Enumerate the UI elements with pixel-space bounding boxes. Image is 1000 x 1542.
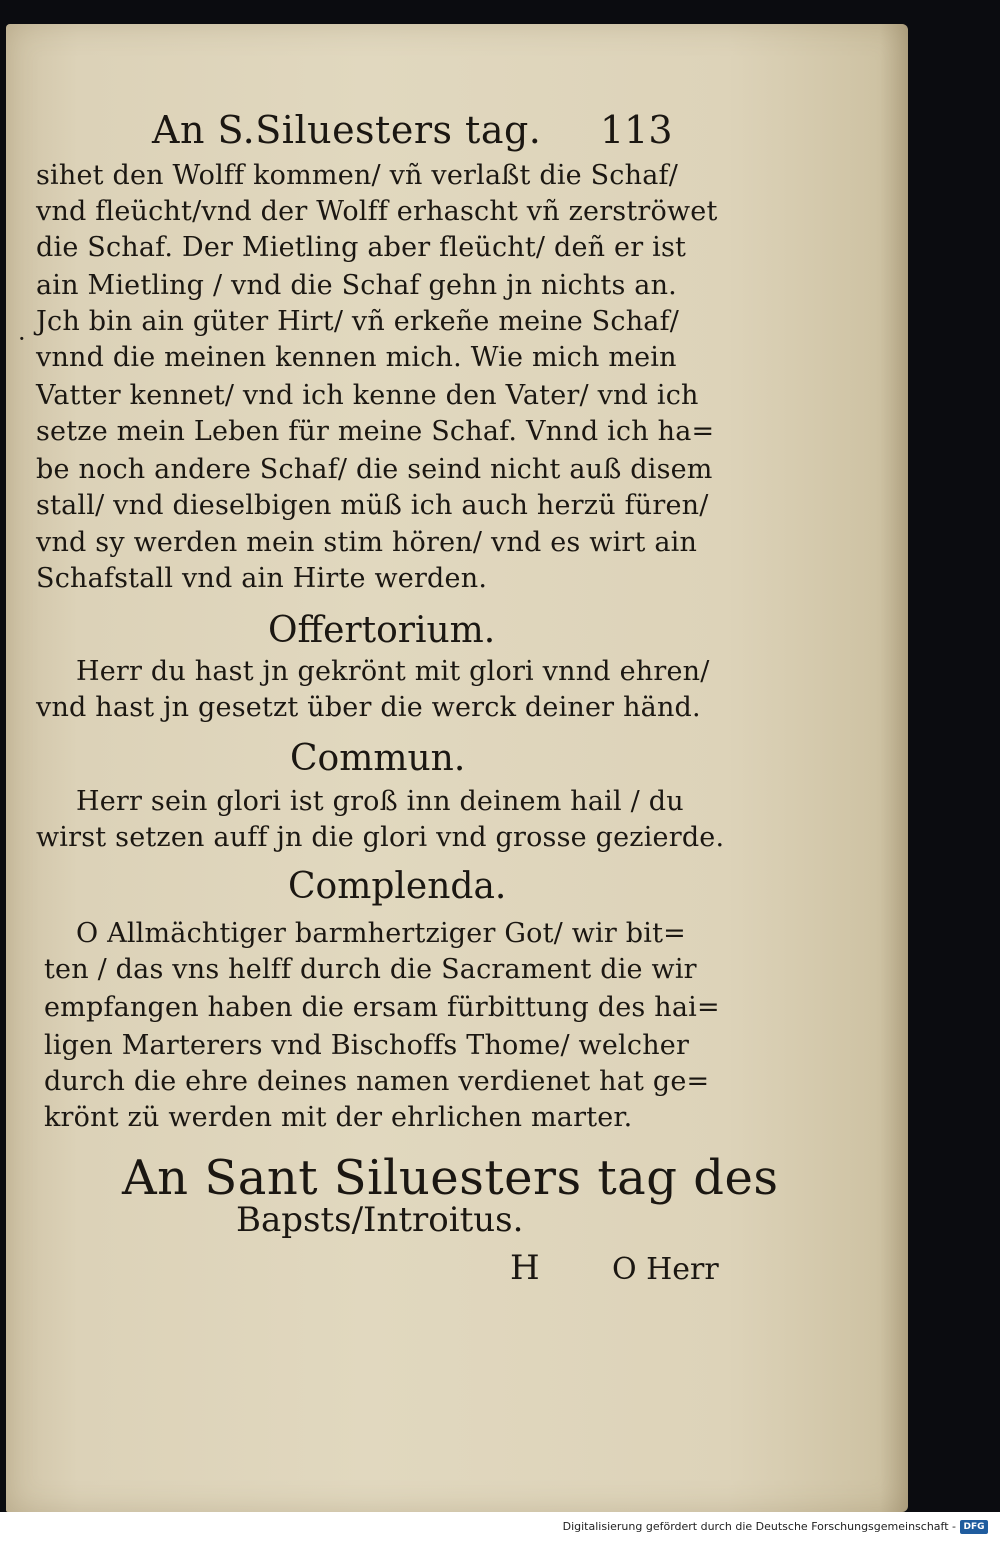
offertorium-line: vnd hast jn gesetzt über die werck deiner händ. <box>36 692 701 723</box>
complenda-line: empfangen haben die ersam fürbittung des hai= <box>44 992 720 1023</box>
complenda-line: durch die ehre deines namen verdienet hat ge= <box>44 1066 710 1097</box>
body-line: Vatter kennet/ vnd ich kenne den Vater/ vnd ich <box>36 380 699 411</box>
dfg-logo[interactable]: DFG <box>960 1520 988 1534</box>
complenda-line: ligen Marterers vnd Bischoffs Thome/ welcher <box>44 1030 690 1061</box>
body-line: vnd fleücht/vnd der Wolff erhascht vñ zerströwet <box>36 196 718 227</box>
complenda-line: ten / das vns helff durch die Sacrament die wir <box>44 954 697 985</box>
heading-commun: Commun. <box>290 738 466 779</box>
body-line: vnd sy werden mein stim hören/ vnd es wirt ain <box>36 527 698 558</box>
body-line: be noch andere Schaf/ die seind nicht auß disem <box>36 454 713 485</box>
body-line: Schafstall vnd ain Hirte werden. <box>36 563 488 594</box>
running-head: An S.Siluesters tag. <box>152 108 542 152</box>
footer-bar <box>0 1512 1000 1542</box>
signature-mark: H <box>510 1248 540 1288</box>
body-line: sihet den Wolff kommen/ vñ verlaßt die Schaf/ <box>36 160 679 191</box>
section-title: An Sant Siluesters tag des <box>122 1150 779 1206</box>
body-line: die Schaf. Der Mietling aber fleücht/ deñ er ist <box>36 232 687 263</box>
catchword: O Herr <box>612 1252 719 1287</box>
heading-complenda: Complenda. <box>288 866 507 907</box>
body-line: vnnd die meinen kennen mich. Wie mich mein <box>36 342 677 373</box>
section-subtitle: Bapsts/Introitus. <box>236 1200 524 1240</box>
footer-credit: Digitalisierung gefördert durch die Deutsche Forschungsgemeinschaft - <box>562 1520 956 1533</box>
commun-line: wirst setzen auff jn die glori vnd grosse gezierde. <box>36 822 725 853</box>
margin-dot: · <box>18 325 26 353</box>
page-edge-shadow <box>880 24 908 1512</box>
body-line: setze mein Leben für meine Schaf. Vnnd ich ha= <box>36 416 715 447</box>
body-line: ain Mietling / vnd die Schaf gehn jn nichts an. <box>36 270 677 301</box>
body-line: stall/ vnd dieselbigen müß ich auch herzü füren/ <box>36 490 709 521</box>
body-line: Jch bin ain güter Hirt/ vñ erkeñe meine Schaf/ <box>36 306 680 337</box>
commun-line: Herr sein glori ist groß inn deinem hail / du <box>76 786 684 817</box>
complenda-line: krönt zü werden mit der ehrlichen marter. <box>44 1102 633 1133</box>
offertorium-line: Herr du hast jn gekrönt mit glori vnnd ehren/ <box>76 656 710 687</box>
complenda-line: O Allmächtiger barmhertziger Got/ wir bit= <box>76 918 686 949</box>
folio-number: 113 <box>600 108 673 152</box>
heading-offertorium: Offertorium. <box>268 610 496 651</box>
